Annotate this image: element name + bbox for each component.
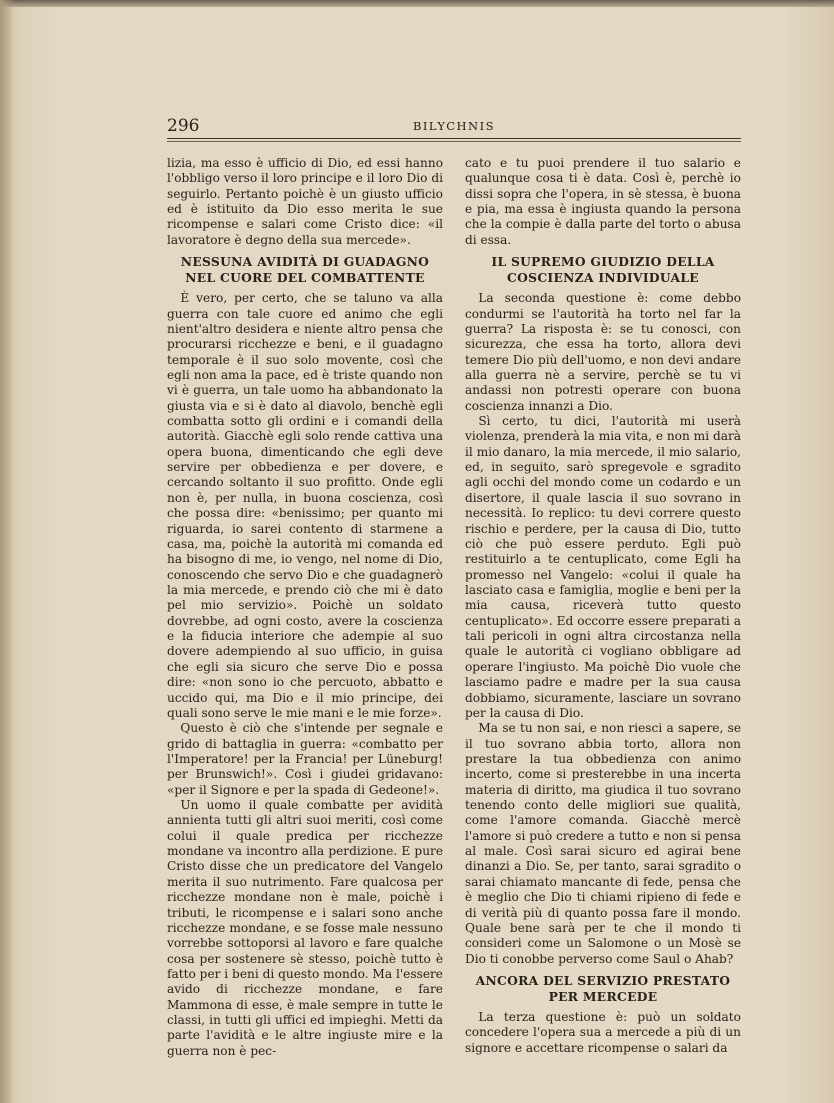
header-rule <box>167 138 741 139</box>
section-heading: ANCORA DEL SERVIZIO PRESTATO PER MERCEDE <box>475 972 731 1004</box>
header-rule-secondary <box>167 141 741 142</box>
page-number: 296 <box>167 116 200 136</box>
paragraph: Ma se tu non sai, e non riesci a sapere, se il tuo sovrano abbia torto, allora non prestare la tua obbedienza con animo incerto, come si presterebbe in una incerta materia di diritto, ma giudica il tuo sovrano tenendo conto delle migliori sue qualità, come l'amore comanda. Giacchè mercè l'amore si può credere a tutto e non si pensa al male. Così sarai sicuro ed agirai bene dinanzi a Dio. Se, per tanto, sarai sgradito o sarai chiamato mancante di fede, pensa che è meglio che Dio ti chiami ripieno di fede e di verità più di quanto possa fare il mondo. Quale bene sarà per te che il mondo ti consideri come un Salomone o un Mosè se Dio ti conobbe perverso come Saul o Ahab? <box>465 721 741 966</box>
running-title: BILYCHNIS <box>412 119 496 133</box>
section-heading: IL SUPREMO GIUDIZIO DELLA COSCIENZA INDIVIDUALE <box>491 254 715 286</box>
paragraph: lizia, ma esso è ufficio di Dio, ed essi hanno l'obbligo verso il loro principe e il loro Dio di seguirlo. Pertanto poichè è un giusto ufficio ed è istituito da Dio esso merita le sue ricompense e salari come Cristo dice: «il lavoratore è degno della sua mercede». <box>167 156 443 247</box>
left-column <box>167 156 443 1059</box>
top-edge-shadow <box>0 0 834 7</box>
section-heading: NESSUNA AVIDITÀ DI GUADAGNO NEL CUORE DEL COMBATTENTE <box>180 254 430 286</box>
right-column <box>465 156 741 1056</box>
paragraph: Questo è ciò che s'intende per segnale e grido di battaglia in guerra: «combatto per l'Imperatore! per la Francia! per Lüneburg! per Brunswich!». Così i giudei gridavano: «per il Signore e per la spada di Gedeone!». <box>167 721 443 797</box>
paragraph: Sì certo, tu dici, l'autorità mi userà violenza, prenderà la mia vita, e non mi darà il mio danaro, la mia mercede, il mio salario, ed, in seguito, sarò spregevole e sgradito agli occhi del mondo come un codardo e un disertore, il quale lascia il suo sovrano in necessità. Io replico: tu devi correre questo rischio e perdere, per la causa di Dio, tutto ciò che può essere perduto. Egli può restituirlo a te centuplicato, come Egli ha promesso nel Vangelo: «colui il quale ha lasciato casa e famiglia, moglie e beni per la mia causa, riceverà tutto questo centuplicato». Ed occorre essere preparati a tali pericoli in ogni altra circostanza nella quale le autorità ci vogliano obbligare ad operare l'ingiusto. Ma poichè Dio vuole che lasciamo padre e madre per la sua causa dobbiamo, sicuramente, lasciare un sovrano per la causa di Dio. <box>465 414 741 720</box>
paragraph: La terza questione è: può un soldato concedere l'opera sua a mercede a più di un signore e accettare ricompense o salari da <box>465 1009 741 1055</box>
paragraph: La seconda questione è: come debbo condurmi se l'autorità ha torto nel far la guerra? La risposta è: se tu conosci, con sicurezza, che essa ha torto, allora devi temere Dio più dell'uomo, e non devi andare alla guerra nè a servire, perchè se tu vi andassi non potresti operare con buona coscienza innanzi a Dio. <box>465 291 741 413</box>
paragraph: È vero, per certo, che se taluno va alla guerra con tale cuore ed animo che egli nient'altro desidera e niente altro pensa che procurarsi ricchezze e beni, e il guadagno temporale è il suo solo movente, così che egli non ama la pace, ed è triste quando non vi è guerra, un tale uomo ha abbandonato la giusta via e si è dato al diavolo, benchè egli combatta sotto gli ordini e i comandi della autorità. Giacchè egli solo rende cattiva una opera buona, dimenticando che egli deve servire per obbedienza e per dovere, e cercando soltanto il suo profitto. Onde egli non è, per nulla, in buona coscienza, così che possa dire: «benissimo; per quanto mi riguarda, io sarei contento di starmene a casa, ma, poichè la autorità mi comanda ed ha bisogno di me, io vengo, nel nome di Dio, conoscendo che servo Dio e che guadagnerò la mia mercede, e prendo ciò che mi è dato pel mio servizio». Poichè un soldato dovrebbe, ad ogni costo, avere la coscienza e la fiducia interiore che adempie al suo dovere adempiendo al suo ufficio, in guisa che egli sia sicuro che serve Dio e possa dire: «non sono io che percuoto, abbatto e uccido qui, ma Dio e il mio principe, dei quali sono serve le mie mani e le mie forze». <box>167 291 443 720</box>
left-edge-shadow <box>0 0 14 1103</box>
page-header <box>167 116 741 138</box>
paragraph: cato e tu puoi prendere il tuo salario e qualunque cosa ti è data. Così è, perchè io dissi sopra che l'opera, in sè stessa, è buona e pia, ma essa è ingiusta quando la persona che la compie è dalla parte del torto o abusa di essa. <box>465 156 741 247</box>
paragraph: Un uomo il quale combatte per avidità annienta tutti gli altri suoi meriti, così come colui il quale predica per ricchezze mondane va incontro alla perdizione. E pure Cristo disse che un predicatore del Vangelo merita il suo nutrimento. Fare qualcosa per ricchezze mondane non è male, poichè i tributi, le ricompense e i salari sono anche ricchezze mondane, e se fosse male nessuno vorrebbe sottoporsi al lavoro e fare qualche cosa per sostenere sè stesso, poichè tutto è fatto per i beni di questo mondo. Ma l'essere avido di ricchezze mondane, e fare Mammona di esse, è male sempre in tutte le classi, in tutti gli uffici ed impieghi. Metti da parte l'avidità e le altre ingiuste mire e la guerra non è pec- <box>167 798 443 1058</box>
